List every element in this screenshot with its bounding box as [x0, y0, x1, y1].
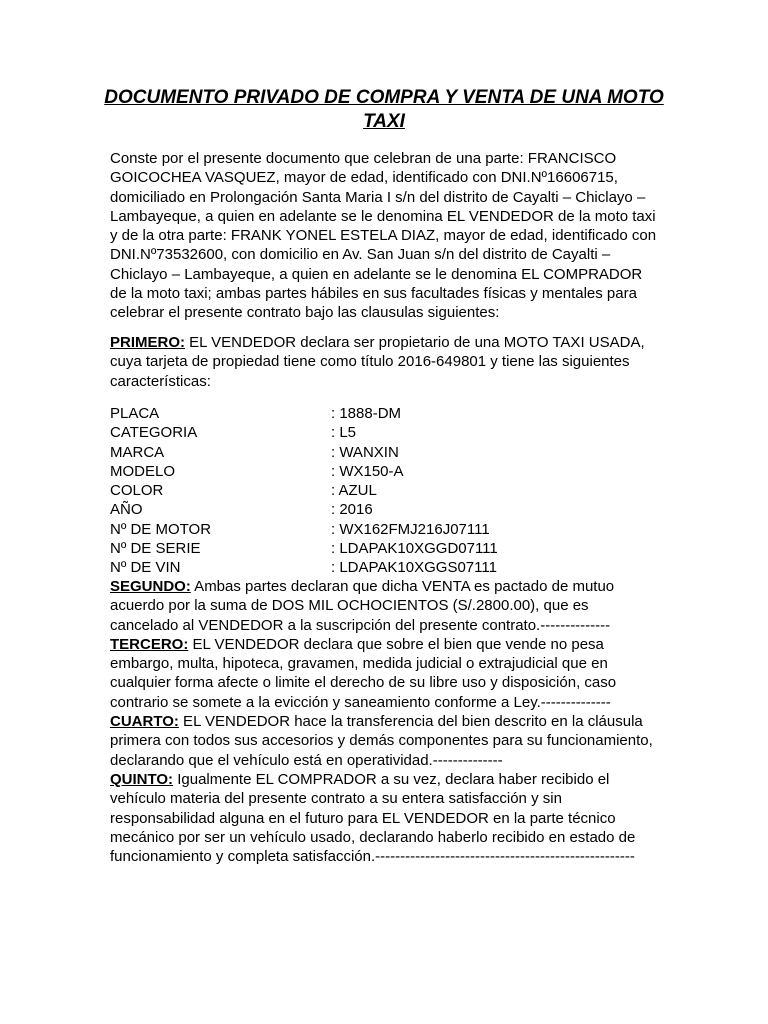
clause-segundo-label: SEGUNDO: — [110, 578, 191, 595]
spec-key: MODELO — [110, 462, 176, 480]
clause-cuarto-label: CUARTO: — [110, 713, 179, 731]
spec-key: PLACA — [110, 405, 160, 422]
intro-paragraph: Conste por el presente documento que celebran de una parte: FRANCISCO GOICOCHEA VASQUEZ, mayor de edad, identificado con DNI.Nº16606715, domiciliado en Prolongación Santa Maria I s/n del distrito de Cayalti – Chiclayo – Lambayeque, a quien en adelante se le denomina EL VENDEDOR de la moto taxi y de la otra parte: FRANK YONEL ESTELA DIAZ, mayor de edad, identificado con DNI.Nº73532600, con domicilio en Av. San Juan s/n del distrito de Cayalti – Chiclayo – Lambayeque, a quien en adelante se le denomina EL COMPRADOR de la moto taxi; ambas partes hábiles en sus facultades físicas y mentales para celebrar el presente contrato bajo las clausulas siguientes: — [110, 150, 657, 322]
spec-value: : WX150-A — [331, 462, 404, 480]
spec-key: CATEGORIA — [110, 424, 198, 442]
vehicle-specs-table — [110, 404, 610, 578]
spec-key: Nº DE SERIE — [110, 540, 201, 558]
spec-row — [110, 443, 610, 462]
spec-key: Nº DE VIN — [110, 559, 181, 577]
clause-cuarto — [110, 712, 660, 770]
spec-value: : WX162FMJ216J07111 — [331, 520, 490, 538]
spec-row — [110, 500, 610, 519]
spec-row — [110, 558, 610, 577]
spec-key: Nº DE MOTOR — [110, 520, 212, 538]
clause-tercero-text: EL VENDEDOR declara que sobre el bien que vende no pesa embargo, multa, hipoteca, gravamen, medida judicial o extrajudicial que en cualquier forma afecte o limite el derecho de su libre uso y disposición, caso contrario se somete a la evicción y saneamiento conforme a Ley.-------------- — [110, 635, 617, 711]
spec-value: : WANXIN — [331, 443, 399, 461]
spec-row — [110, 462, 610, 481]
spec-row — [110, 539, 610, 558]
spec-value: : LDAPAK10XGGD07111 — [331, 540, 498, 558]
spec-value: : L5 — [331, 424, 357, 442]
spec-row — [110, 423, 610, 442]
clause-quinto — [110, 770, 660, 866]
clause-segundo — [110, 577, 660, 635]
clause-quinto-text: Igualmente EL COMPRADOR a su vez, declara haber recibido el vehículo materia del presente contrato a su entera satisfacción y sin responsabilidad alguna en el futuro para EL VENDEDOR en la parte técnico mecánico por ser un vehículo usado, declarando haberlo recibido en estado de funcionamiento y completa satisfacción.---------------------------------------------------- — [110, 770, 636, 866]
clause-tercero-label: TERCERO: — [110, 635, 189, 653]
document-title: DOCUMENTO PRIVADO DE COMPRA Y VENTA DE UNA MOTO TAXI — [104, 87, 664, 132]
clause-primero-label: PRIMERO: — [110, 334, 185, 351]
clause-segundo-text: Ambas partes declaran que dicha VENTA es pactado de mutuo acuerdo por la suma de DOS MIL OCHOCIENTOS (S/.2800.00), que es cancelado al VENDEDOR a la suscripción del presente contrato.-------------- — [110, 578, 615, 634]
spec-value: : LDAPAK10XGGS07111 — [331, 559, 497, 577]
spec-row — [110, 404, 610, 423]
spec-row — [110, 481, 610, 500]
clause-primero — [110, 333, 660, 391]
spec-key: COLOR — [110, 482, 164, 500]
spec-value: : 2016 — [331, 501, 373, 519]
clause-cuarto-text: EL VENDEDOR hace la transferencia del bien descrito en la cláusula primera con todos sus accesorios y demás componentes para su funcionamiento, declarando que el vehículo está en operatividad.-------------- — [110, 713, 653, 769]
spec-value: : 1888-DM — [331, 405, 402, 422]
clauses-section — [110, 577, 660, 866]
spec-row — [110, 520, 610, 539]
spec-value: : AZUL — [331, 482, 377, 500]
clause-quinto-label: QUINTO: — [110, 770, 174, 788]
spec-key: MARCA — [110, 443, 165, 461]
clause-tercero — [110, 635, 660, 712]
spec-key: AÑO — [110, 501, 143, 519]
clause-primero-text: EL VENDEDOR declara ser propietario de una MOTO TAXI USADA, cuya tarjeta de propiedad tiene como título 2016-649801 y tiene las siguientes características: — [110, 334, 645, 390]
